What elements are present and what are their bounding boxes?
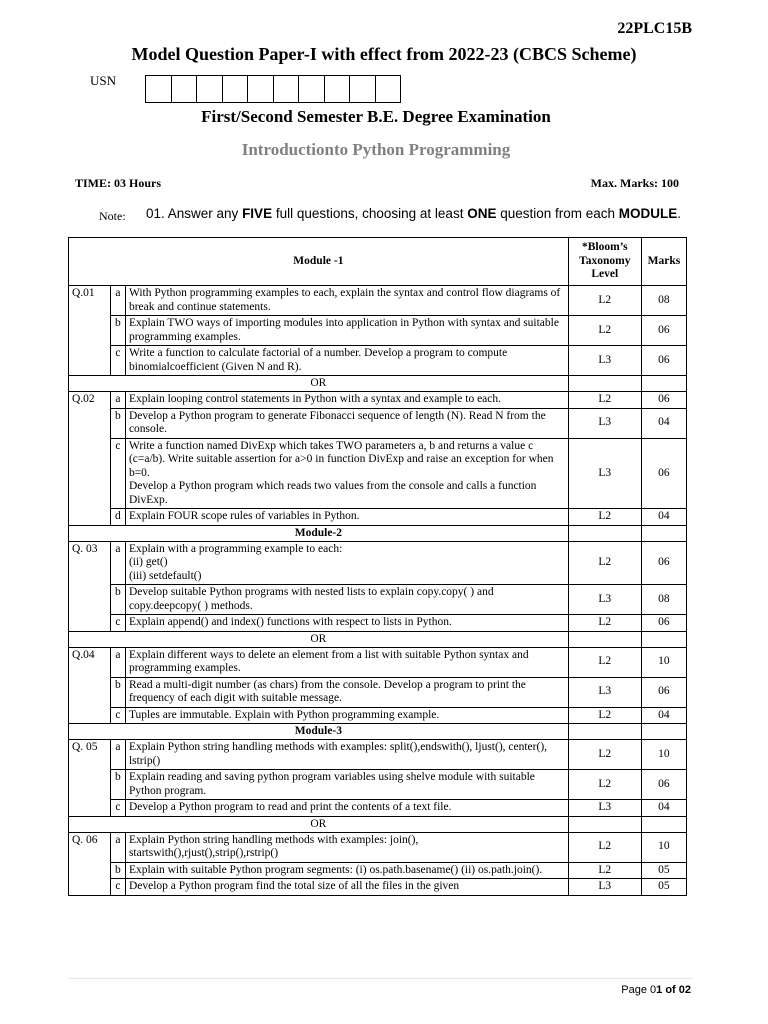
marks-header: Marks	[641, 238, 686, 286]
sub-label: c	[110, 879, 125, 896]
question-text: Explain FOUR scope rules of variables in Python.	[125, 509, 568, 526]
bloom-level: L3	[568, 438, 641, 509]
usn-box[interactable]	[171, 75, 198, 103]
or-label: OR	[69, 816, 569, 832]
marks-value: 10	[641, 647, 686, 677]
table-row	[69, 438, 687, 509]
page-prefix: Page 0	[621, 984, 657, 996]
sub-label: c	[110, 800, 125, 817]
bloom-level: L2	[568, 316, 641, 346]
usn-box[interactable]	[298, 75, 325, 103]
usn-box[interactable]	[375, 75, 402, 103]
bloom-level: L2	[568, 647, 641, 677]
table-row	[69, 832, 687, 862]
exam-time: TIME: 03 Hours	[75, 176, 162, 190]
note-five: FIVE	[242, 206, 273, 221]
usn-box[interactable]	[273, 75, 300, 103]
note-mid2: question from each	[496, 206, 619, 221]
question-number: Q.04	[69, 647, 111, 724]
marks-value: 06	[641, 541, 686, 585]
question-text: Develop a Python program to read and print the contents of a text file.	[125, 800, 568, 817]
sub-label: a	[110, 832, 125, 862]
sub-label: c	[110, 707, 125, 724]
marks-value: 10	[641, 740, 686, 770]
table-row	[69, 707, 687, 724]
paper-title: Model Question Paper-I with effect from 2022-23 (CBCS Scheme)	[131, 44, 637, 64]
usn-box[interactable]	[222, 75, 249, 103]
page-of: of 02	[662, 984, 691, 996]
note-mid1: full questions, choosing at least	[272, 206, 468, 221]
or-label: OR	[69, 376, 569, 392]
blooms-header: *Bloom’s Taxonomy Level	[568, 238, 641, 286]
question-text: Explain different ways to delete an element from a list with suitable Python syntax and programming examples.	[125, 647, 568, 677]
table-row	[69, 647, 687, 677]
question-text-part: Explain with a programming example to each:	[128, 542, 343, 555]
note-text	[146, 206, 681, 221]
table-row	[69, 770, 687, 800]
question-text: With Python programming examples to each, explain the syntax and control flow diagrams of break and continue statements.	[125, 286, 568, 316]
sub-label: b	[110, 316, 125, 346]
table-row	[69, 509, 687, 526]
note-one: ONE	[467, 206, 497, 221]
table-row	[69, 677, 687, 707]
sub-label: a	[110, 286, 125, 316]
question-number: Q. 03	[69, 541, 111, 631]
page-number	[621, 984, 691, 996]
question-text: Explain TWO ways of importing modules into application in Python with syntax and suitable programming examples.	[125, 316, 568, 346]
question-text	[125, 541, 568, 585]
marks-value: 05	[641, 862, 686, 879]
bloom-level: L2	[568, 707, 641, 724]
question-text: Explain Python string handling methods with examples: join(), startswith(),rjust(),strip(),rstrip()	[125, 832, 568, 862]
question-number: Q.01	[69, 286, 111, 376]
question-text: Develop suitable Python programs with nested lists to explain copy.copy( ) and copy.deepcopy( ) methods.	[125, 585, 568, 615]
marks-value: 06	[641, 677, 686, 707]
marks-value: 04	[641, 707, 686, 724]
question-number: Q.02	[69, 392, 111, 526]
bloom-level: L3	[568, 585, 641, 615]
table-row	[69, 316, 687, 346]
marks-value: 04	[641, 408, 686, 438]
sub-label: c	[110, 346, 125, 376]
or-row	[69, 376, 687, 392]
footer-divider	[68, 978, 693, 979]
or-row	[69, 816, 687, 832]
or-row	[69, 631, 687, 647]
marks-value: 06	[641, 770, 686, 800]
question-text: Explain with suitable Python program segments: (i) os.path.basename() (ii) os.path.join().	[125, 862, 568, 879]
note-prefix: 01. Answer any	[146, 206, 243, 221]
bloom-level: L3	[568, 408, 641, 438]
bloom-level: L2	[568, 286, 641, 316]
question-text-part: Develop a Python program which reads two values from the console and calls a function DivExp.	[128, 480, 537, 506]
sub-label: b	[110, 862, 125, 879]
module-1-header: Module -1	[69, 238, 569, 286]
marks-value: 05	[641, 879, 686, 896]
or-label: OR	[69, 631, 569, 647]
bloom-level: L2	[568, 832, 641, 862]
table-row	[69, 740, 687, 770]
sub-label: a	[110, 392, 125, 409]
sub-label: c	[110, 615, 125, 632]
bloom-level: L2	[568, 740, 641, 770]
sub-label: b	[110, 408, 125, 438]
bloom-level: L2	[568, 509, 641, 526]
table-row	[69, 862, 687, 879]
table-row	[69, 879, 687, 896]
question-text-part: (ii) get()	[128, 556, 168, 568]
sub-label: a	[110, 541, 125, 585]
marks-value: 06	[641, 615, 686, 632]
question-text: Tuples are immutable. Explain with Python programming example.	[125, 707, 568, 724]
table-row	[69, 585, 687, 615]
usn-box[interactable]	[145, 75, 172, 103]
usn-box[interactable]	[324, 75, 351, 103]
note-module: MODULE	[618, 206, 678, 221]
question-text: Develop a Python program to generate Fibonacci sequence of length (N). Read N from the console.	[125, 408, 568, 438]
question-text: Explain reading and saving python program variables using shelve module with suitable Python program.	[125, 770, 568, 800]
table-row	[69, 800, 687, 817]
bloom-level: L2	[568, 615, 641, 632]
sub-label: b	[110, 770, 125, 800]
marks-value: 06	[641, 392, 686, 409]
table-header-row	[69, 238, 687, 286]
marks-value: 06	[641, 346, 686, 376]
bloom-level: L2	[568, 862, 641, 879]
sub-label: a	[110, 647, 125, 677]
marks-value: 04	[641, 509, 686, 526]
table-row	[69, 286, 687, 316]
module-row	[69, 724, 687, 740]
question-text-part: Write a function named DivExp which takes TWO parameters a, b and returns a value c (c=a/b). Write suitable assertion for a>0 in function DivExp and raise an exception for when b=0.	[128, 439, 554, 479]
bloom-level: L3	[568, 800, 641, 817]
table-row	[69, 392, 687, 409]
table-row	[69, 408, 687, 438]
note-label: Note:	[99, 209, 126, 223]
table-row	[69, 346, 687, 376]
marks-value: 08	[641, 286, 686, 316]
bloom-level: L2	[568, 541, 641, 585]
marks-value: 06	[641, 438, 686, 509]
marks-value: 04	[641, 800, 686, 817]
question-text: Read a multi-digit number (as chars) from the console. Develop a program to print the frequency of each digit with suitable message.	[125, 677, 568, 707]
usn-boxes	[145, 75, 401, 103]
module-2-label: Module-2	[69, 525, 569, 541]
marks-value: 10	[641, 832, 686, 862]
bloom-level: L3	[568, 346, 641, 376]
bloom-level: L3	[568, 677, 641, 707]
usn-label: USN	[90, 73, 117, 88]
module-row	[69, 525, 687, 541]
usn-box[interactable]	[247, 75, 274, 103]
usn-box[interactable]	[349, 75, 376, 103]
bloom-level: L3	[568, 879, 641, 896]
exam-title: First/Second Semester B.E. Degree Examination	[201, 107, 551, 126]
max-marks: Max. Marks: 100	[590, 176, 679, 190]
sub-label: d	[110, 509, 125, 526]
marks-value: 06	[641, 316, 686, 346]
sub-label: b	[110, 677, 125, 707]
question-text-part: (iii) setdefault()	[128, 569, 202, 582]
page-current: 1	[656, 984, 663, 996]
marks-value: 08	[641, 585, 686, 615]
usn-box[interactable]	[196, 75, 223, 103]
question-text: Write a function to calculate factorial of a number. Develop a program to compute binomialcoefficient (Given N and R).	[125, 346, 568, 376]
question-text: Develop a Python program find the total size of all the files in the given	[125, 879, 568, 896]
table-row	[69, 541, 687, 585]
module-3-label: Module-3	[69, 724, 569, 740]
table-row	[69, 615, 687, 632]
question-number: Q. 05	[69, 740, 111, 817]
paper-code: 22PLC15B	[617, 20, 692, 37]
question-text: Explain append() and index() functions with respect to lists in Python.	[125, 615, 568, 632]
bloom-level: L2	[568, 770, 641, 800]
sub-label: c	[110, 438, 125, 509]
question-table	[68, 237, 687, 896]
question-text: Explain Python string handling methods with examples: split(),endswith(), ljust(), center(), lstrip()	[125, 740, 568, 770]
question-text: Explain looping control statements in Python with a syntax and example to each.	[125, 392, 568, 409]
question-text	[125, 438, 568, 509]
question-number: Q. 06	[69, 832, 111, 895]
note-end: .	[677, 206, 682, 221]
subject-title: Introductionto Python Programming	[241, 140, 511, 159]
bloom-level: L2	[568, 392, 641, 409]
sub-label: a	[110, 740, 125, 770]
sub-label: b	[110, 585, 125, 615]
